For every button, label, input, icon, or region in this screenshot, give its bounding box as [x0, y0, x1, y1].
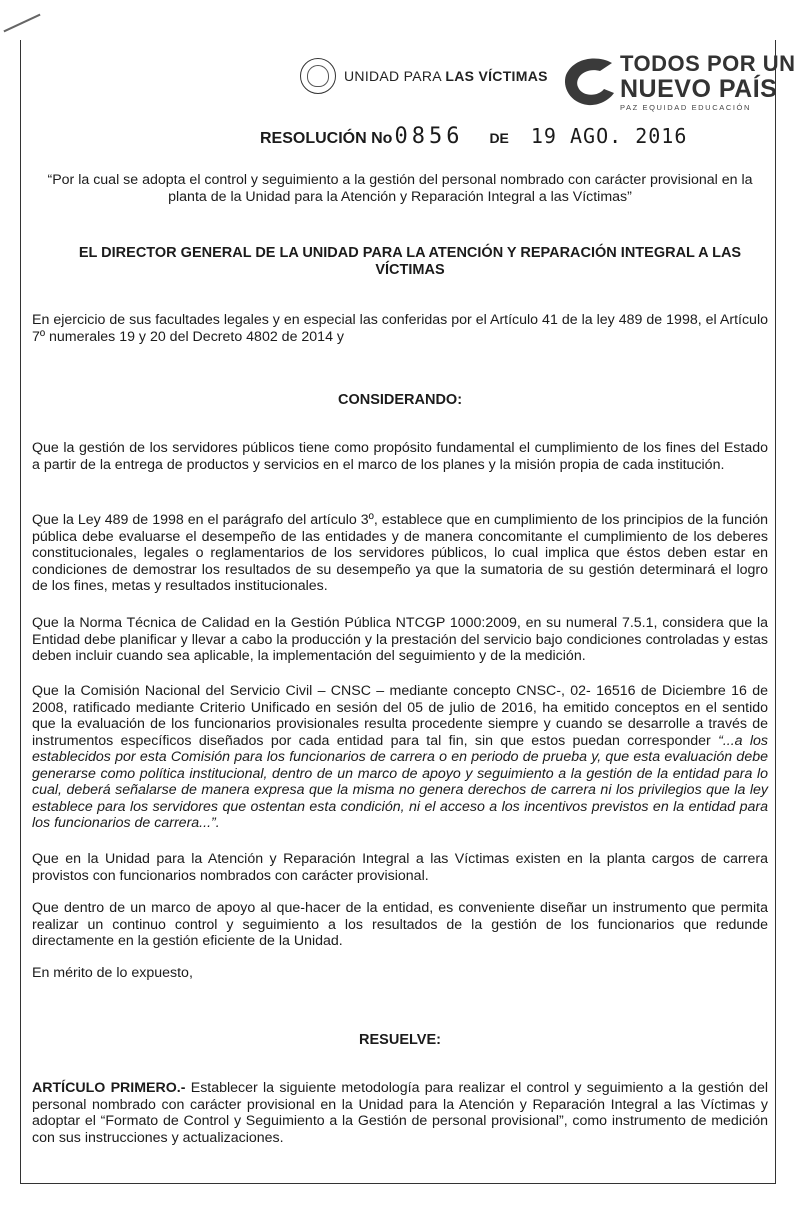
resolution-number: 0856	[394, 124, 464, 149]
paragraph-1: Que la gestión de los servidores públicos tiene como propósito fundamental el cumplimiento de los fines del Estado a partir de la entrega de productos y servicios en el marco de los planes y la misión propia de cada institución.	[32, 440, 768, 473]
paragraph-4-quote: “...a los establecidos por esta Comisión para los funcionarios de carrera o en periodo de prueba y, que esta evaluación debe generarse como política institucional, dentro de un marco de apoyo y seguimiento a la gestión de la entidad para lo cual, deberá señalarse de manera expresa que la misma no genera derechos de carrera ni los privilegios que la ley establece para los servidores que ostentan esta condición, ni el acceso a los incentivos previstos en la entidad para los funcionarios de carrera...”.	[32, 732, 768, 831]
unidad-logo-text	[344, 68, 548, 84]
resolution-date: 19 AGO. 2016	[530, 124, 688, 148]
pais-line3: PAZ EQUIDAD EDUCACIÓN	[620, 103, 751, 112]
colombia-seal-icon	[300, 58, 336, 94]
unidad-prefix: UNIDAD PARA	[344, 68, 446, 84]
paragraph-4-regular: Que la Comisión Nacional del Servicio Civil – CNSC – mediante concepto CNSC-, 02- 16516 de Diciembre 16 de 2008, ratificado mediante Criterio Unificado en sesión del 05 de julio de 2016, ha emitido conceptos en el sentido que la evaluación de los funcionarios provisionales resulta procedente siempre y cuando se desarrolle a través de instrumentos específicos diseñados por cada entidad para tal fin, sin que estos puedan corresponder	[32, 683, 768, 749]
considerando-heading: CONSIDERANDO:	[337, 392, 463, 408]
nuevo-pais-logo	[560, 45, 796, 115]
resuelve-heading: RESUELVE:	[359, 1032, 441, 1048]
paragraph-3: Que la Norma Técnica de Calidad en la Gestión Pública NTCGP 1000:2009, en su numeral 7.5.1, considera que la Entidad debe planificar y llevar a cabo la producción y la prestación del servicio bajo condiciones controladas y estas deben incluir cuando sea aplicable, la implementación del seguimiento y de la medición.	[32, 615, 768, 664]
article-primero	[32, 1080, 768, 1146]
article-primero-text: Establecer la siguiente metodología para realizar el control y seguimiento a la gestión del personal nombrado con carácter provisional en la Unidad para la Atención y Reparación Integral a las Víctimas y adoptar el “Formato de Control y Seguimiento a la Gestión de personal provisional”, como instrumento de medición con sus instrucciones y actualizaciones.	[32, 1080, 768, 1146]
nuevo-pais-mark-icon	[560, 53, 620, 111]
article-primero-label: ARTÍCULO PRIMERO.-	[32, 1080, 186, 1096]
unidad-bold: LAS VÍCTIMAS	[445, 68, 548, 84]
pais-line2: NUEVO PAÍS	[620, 75, 778, 103]
unidad-victimas-logo	[300, 58, 548, 94]
paragraph-4	[32, 683, 768, 832]
resolution-de: DE	[489, 130, 509, 146]
pais-line1: TODOS POR UN	[620, 51, 796, 76]
paragraph-5: Que en la Unidad para la Atención y Reparación Integral a las Víctimas existen en la planta cargos de carrera provistos con funcionarios nombrados con carácter provisional.	[32, 851, 768, 884]
scan-corner-mark	[3, 14, 40, 33]
paragraph-2: Que la Ley 489 de 1998 en el parágrafo del artículo 3º, establece que en cumplimiento de los principios de la función pública debe evaluarse el desempeño de las entidades y de manera concomitante el cumplimiento de los deberes constitucionales, legales o reglamentarios de los servidores públicos, lo cual implica que éstos deben estar en condiciones de demostrar los resultados de su desempeño ya que la sumatoria de su gestión determinará el logro de los fines, metas y resultados institucionales.	[32, 512, 768, 594]
preamble: En ejercicio de sus facultades legales y en especial las conferidas por el Artículo 41 de la ley 489 de 1998, el Artículo 7º numerales 19 y 20 del Decreto 4802 de 2014 y	[32, 312, 768, 345]
paragraph-7: En mérito de lo expuesto,	[32, 965, 193, 981]
resolution-line	[260, 124, 687, 149]
page-frame	[20, 40, 776, 1184]
authority-heading: EL DIRECTOR GENERAL DE LA UNIDAD PARA LA ATENCIÓN Y REPARACIÓN INTEGRAL A LAS VÍCTIMAS	[78, 245, 742, 278]
paragraph-6: Que dentro de un marco de apoyo al que-hacer de la entidad, es conveniente diseñar un instrumento que permita realizar un continuo control y seguimiento a los resultados de la gestión de los funcionarios que redunde directamente en la gestión eficiente de la Unidad.	[32, 900, 768, 949]
resolution-label: RESOLUCIÓN No	[260, 130, 393, 147]
resolution-subtitle: “Por la cual se adopta el control y seguimiento a la gestión del personal nombrado con carácter provisional en la planta de la Unidad para la Atención y Reparación Integral a las Víctimas”	[47, 172, 753, 205]
